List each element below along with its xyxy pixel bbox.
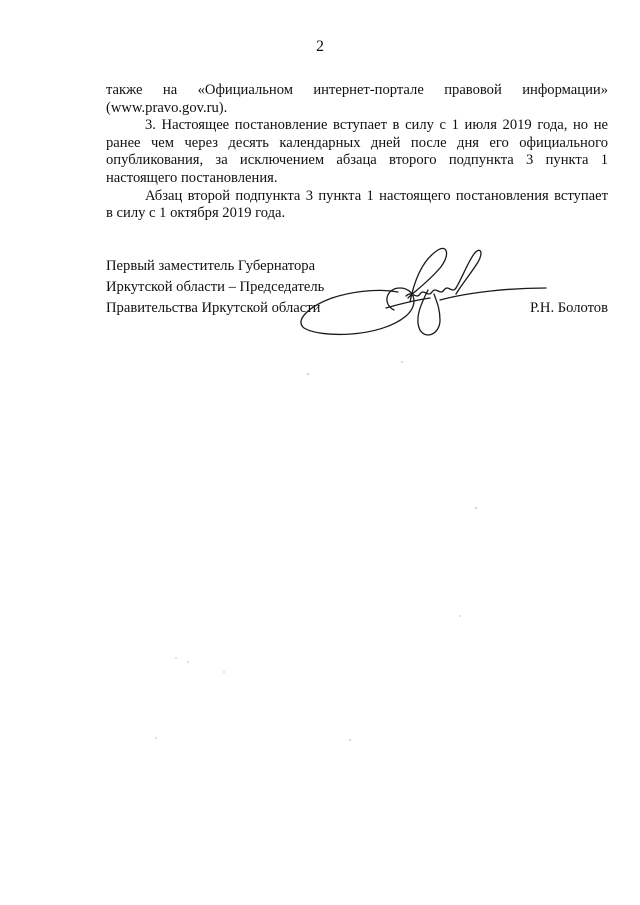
signatory-title-line: Иркутской области – Председатель <box>106 279 325 295</box>
paragraph-line: 3. Настоящее постановление вступает в силу с 1 июля 2019 года, но не <box>145 117 608 134</box>
paragraph-line: (www.pravo.gov.ru). <box>106 99 228 116</box>
paragraph-line: опубликования, за исключением абзаца второго подпункта 3 пункта 1 <box>106 152 608 169</box>
paragraph-line: настоящего постановления. <box>106 169 278 186</box>
signatory-title-line: Первый заместитель Губернатора <box>106 258 316 274</box>
paragraph-line: в силу с 1 октября 2019 года. <box>106 205 286 222</box>
signatory-name: Р.Н. Болотов <box>529 300 608 316</box>
signatory-title-line: Правительства Иркутской области <box>106 300 321 316</box>
paragraph-line: ранее чем через десять календарных дней после дня его официального <box>106 134 608 151</box>
paragraph-line: также на «Официальном интернет-портале правовой информации» <box>106 82 608 98</box>
paragraph-line: Абзац второй подпункта 3 пункта 1 настоящего постановления вступает <box>145 187 608 204</box>
page-number: 2 <box>316 38 324 55</box>
